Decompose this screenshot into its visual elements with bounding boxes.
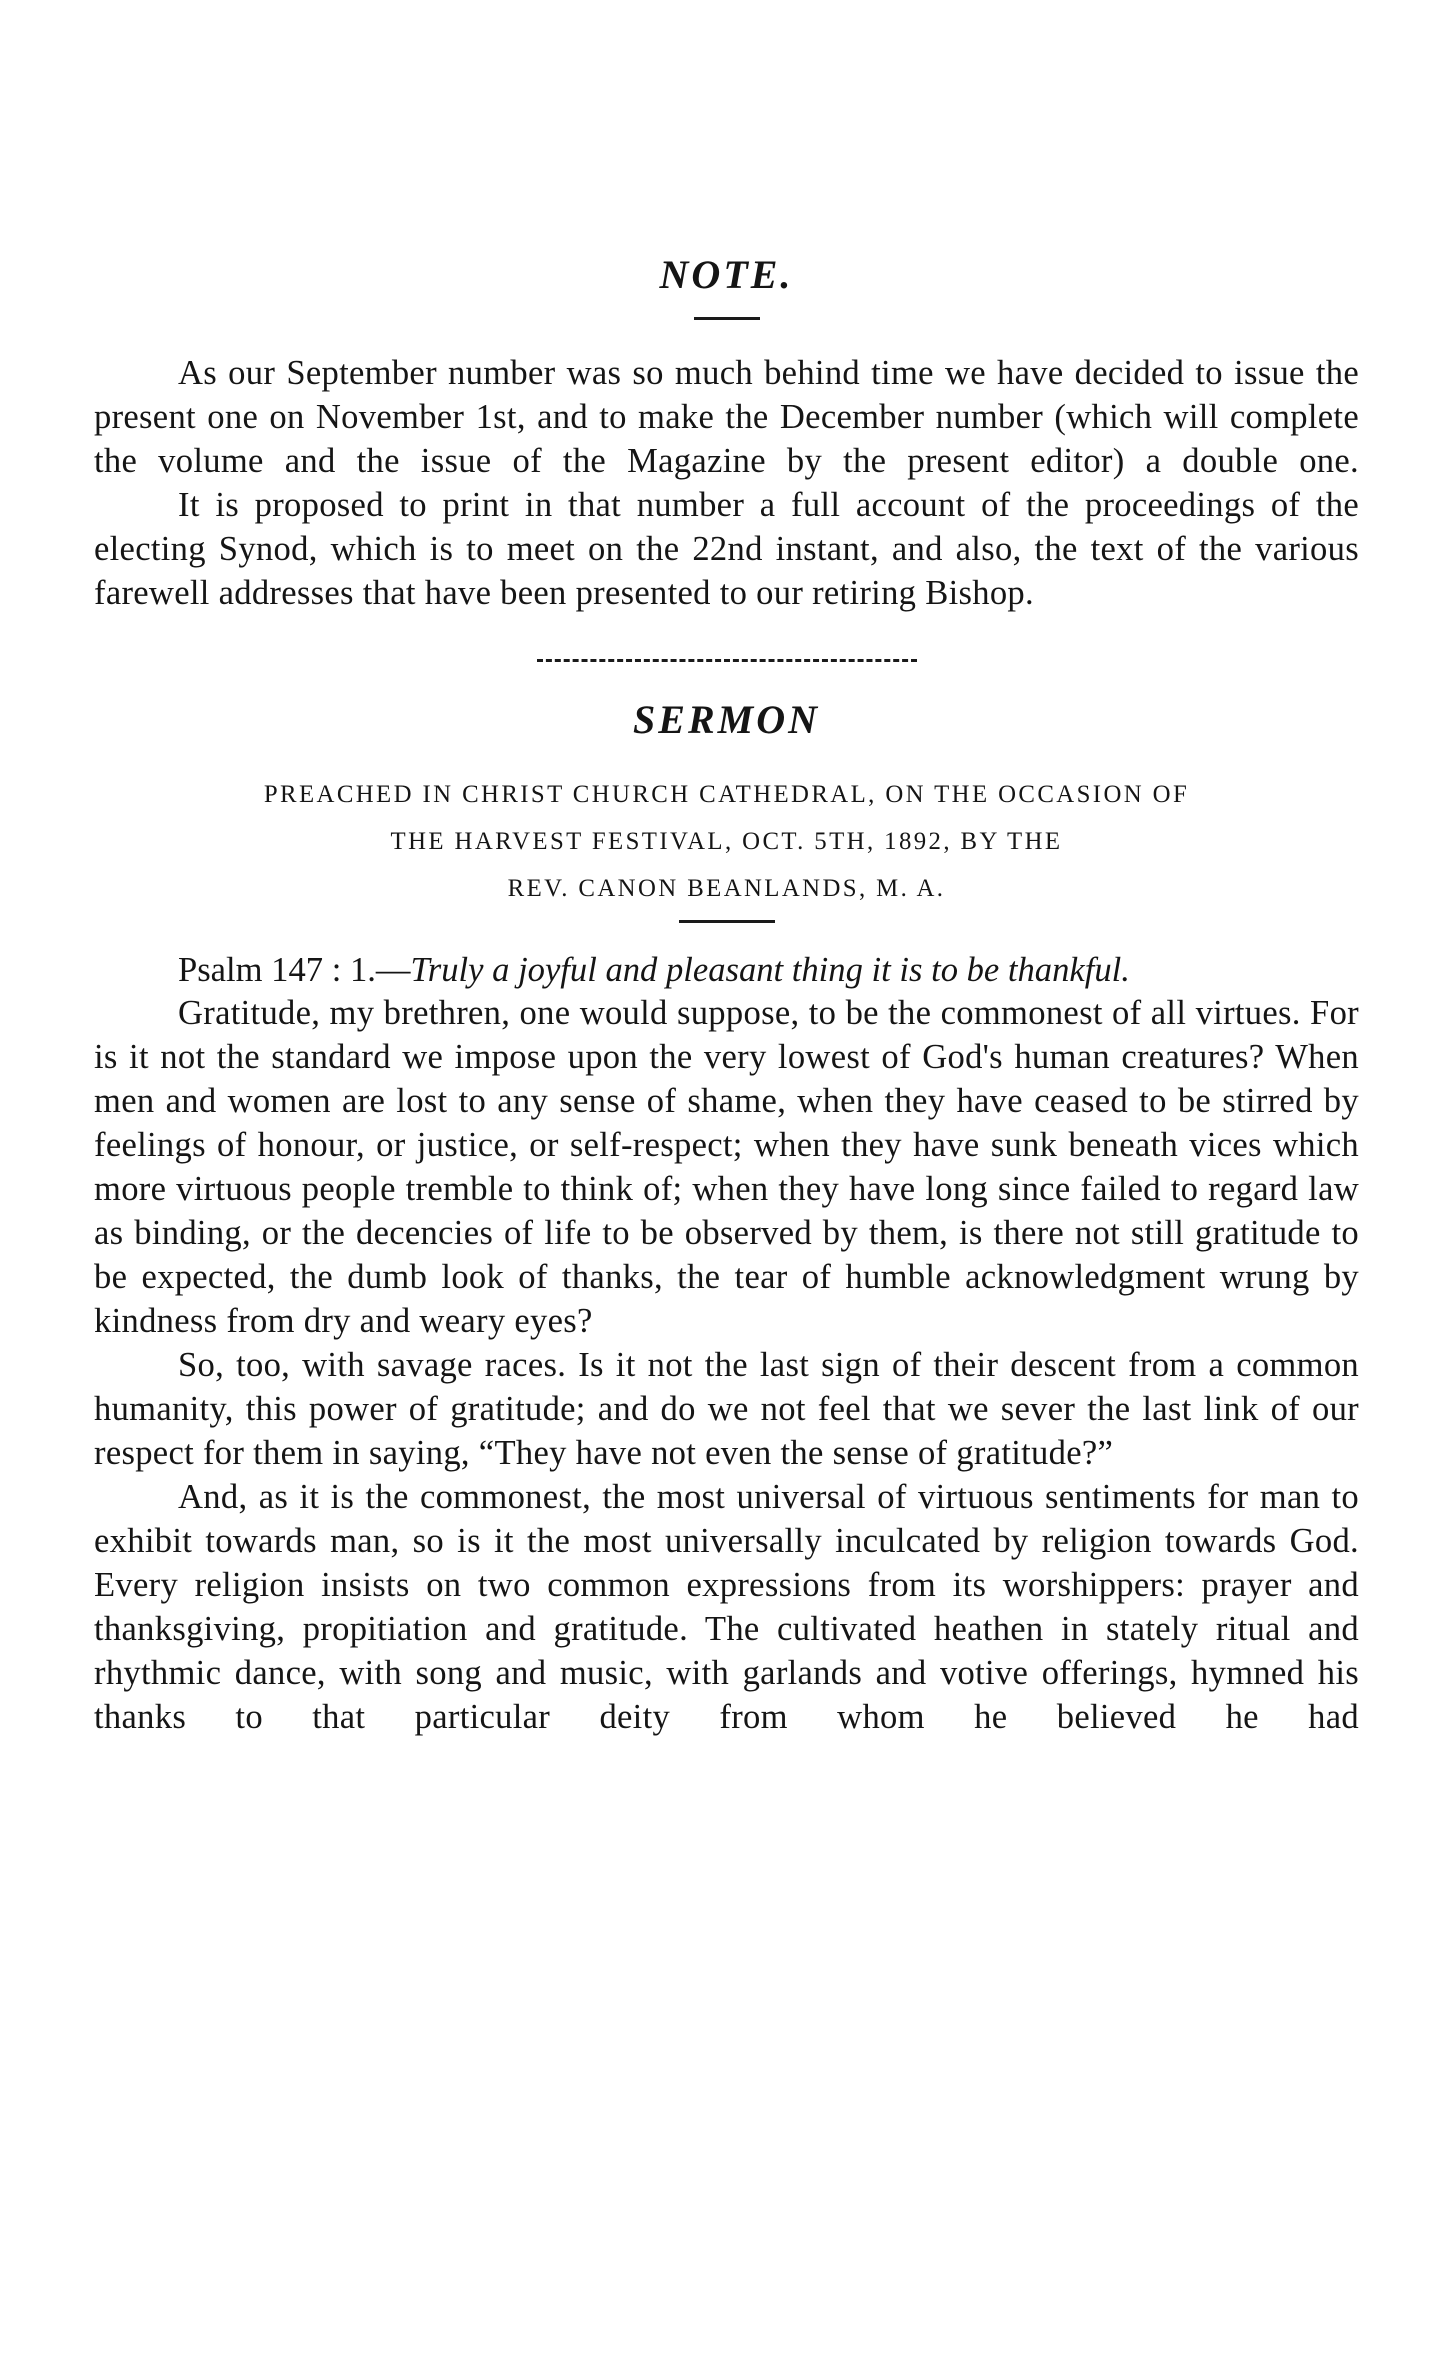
- scripture-reference: Psalm 147 : 1.—: [178, 951, 411, 989]
- scripture-text: [94, 949, 1359, 991]
- subtitle-line-3: REV. CANON BEANLANDS, M. A.: [507, 875, 946, 902]
- sermon-paragraph-1: Gratitude, my brethren, one would suppose, to be the commonest of all virtues. For is it not the standard we impose upon the very lowest of God's human creatures? When men and women are lost to any sense of shame, when they have ceased to be stirred by feelings of honour, or justice, or self-respect; when they have sunk beneath vices which more virtuous people tremble to think of; when they have long since failed to regard law as binding, or the decencies of life to be observed by them, is there not still gratitude to be expected, the dumb look of thanks, the tear of humble acknowledgment wrung by kindness from dry and weary eyes?: [94, 994, 1359, 1340]
- sermon-paragraph-2: So, too, with savage races. Is it not the last sign of their descent from a common humanity, this power of gratitude; and do we not feel that we sever the last link of our respect for them in saying, “They have not even the sense of gratitude?”: [94, 1346, 1359, 1472]
- scripture-verse: Truly a joyful and pleasant thing it is to be thankful.: [410, 951, 1130, 989]
- subtitle-line-1: PREACHED IN CHRIST CHURCH CATHEDRAL, ON THE OCCASION OF: [263, 781, 1190, 808]
- note-paragraph-1: As our September number was so much behind time we have decided to issue the present one on November 1st, and to make the December number (which will complete the volume and the issue of the Magazine by the present editor) a double one.: [94, 354, 1359, 480]
- subtitle-rule: [679, 920, 775, 923]
- sermon-paragraph-3: And, as it is the commonest, the most universal of virtuous sentiments for man to exhibit towards man, so is it the most universally inculcated by religion towards God. Every religion insists on two common expressions from its worshippers: prayer and thanksgiving, propitiation and gratitude. The cultivated heathen in stately ritual and rhythmic dance, with song and music, with garlands and votive offerings, hymned his thanks to that particular deity from whom he believed he had: [94, 1478, 1359, 1736]
- section-divider: [537, 659, 917, 662]
- sermon-title: SERMON: [633, 697, 820, 742]
- subtitle-line-2: THE HARVEST FESTIVAL, OCT. 5TH, 1892, BY THE: [390, 828, 1063, 855]
- title-rule: [694, 317, 760, 320]
- sermon-subtitle: [94, 771, 1359, 912]
- note-title: NOTE.: [659, 252, 794, 297]
- note-paragraph-2: It is proposed to print in that number a full account of the proceedings of the electing Synod, which is to meet on the 22nd instant, and also, the text of the various farewell addresses that have been presented to our retiring Bishop.: [94, 486, 1359, 612]
